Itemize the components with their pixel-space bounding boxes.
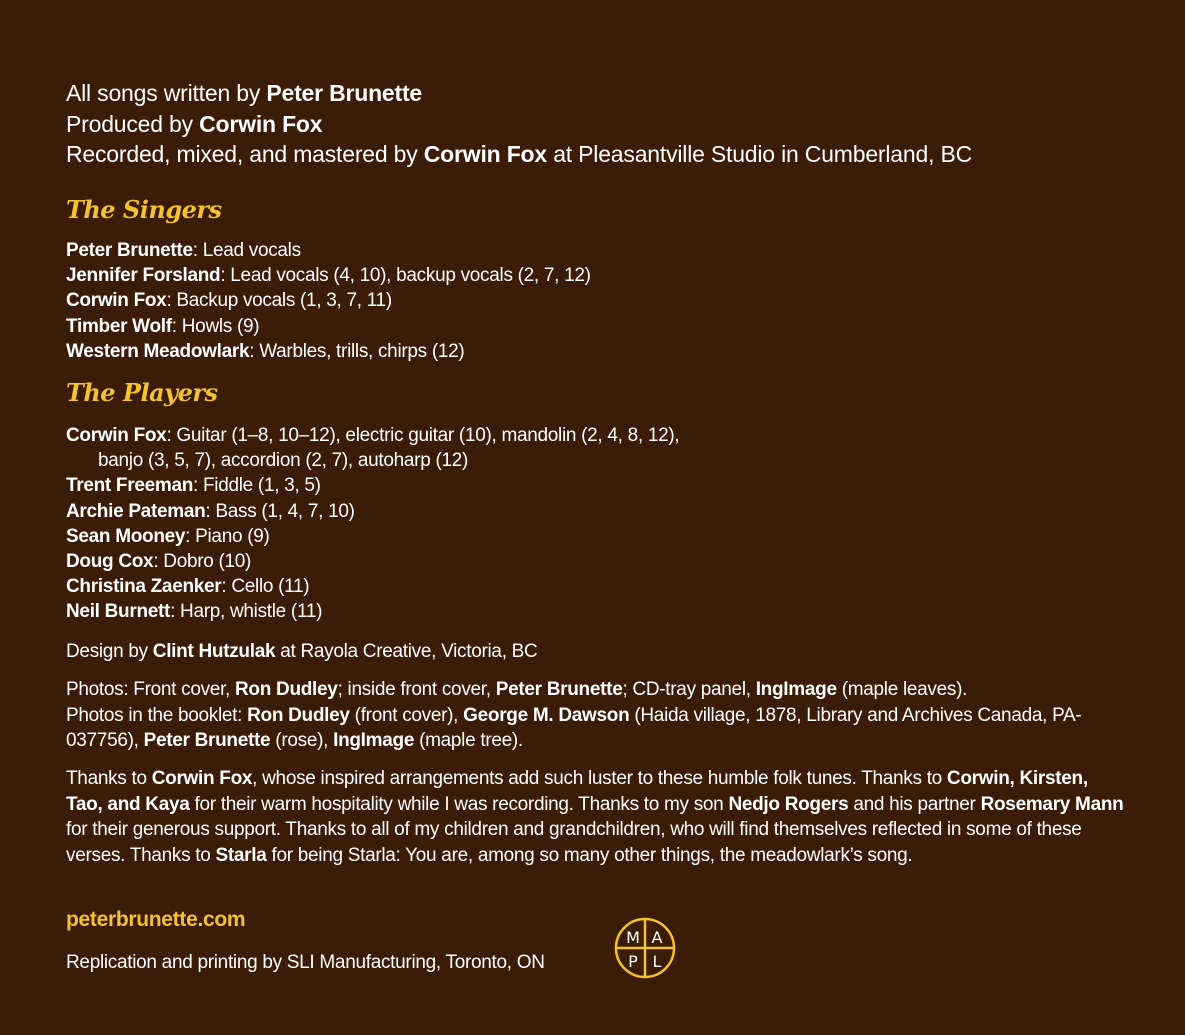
list-item: Western Meadowlark: Warbles, trills, chirps (12) bbox=[66, 340, 465, 362]
list-item: Jennifer Forsland: Lead vocals (4, 10), backup vocals (2, 7, 12) bbox=[66, 265, 591, 287]
photo-credits bbox=[66, 677, 1126, 754]
thanks-paragraph: Thanks to Corwin Fox, whose inspired arrangements add such luster to these humble folk tunes. Thanks to Corwin, Kirsten, Tao, and Kaya for their warm hospitality while I was recording. Thanks to my son Nedjo Rogers and his partner Rosemary Mann for their generous support. Thanks to all of my children and grandchildren, who will find themselves reflected in some of these verses. Thanks to Starla for being Starla: You are, among so many other things, the meadowlark’s song. bbox=[66, 768, 1124, 866]
mapl-letter-a: A bbox=[651, 928, 663, 947]
list-item: Trent Freeman: Fiddle (1, 3, 5) bbox=[66, 475, 321, 497]
mapl-logo bbox=[614, 917, 676, 979]
mapl-letter-m: M bbox=[626, 928, 640, 947]
list-item: Corwin Fox: Backup vocals (1, 3, 7, 11) bbox=[66, 290, 392, 312]
list-item: Timber Wolf: Howls (9) bbox=[66, 315, 260, 337]
list-item-continuation: banjo (3, 5, 7), accordion (2, 7), autoharp (12) bbox=[98, 450, 469, 472]
list-item: Archie Pateman: Bass (1, 4, 7, 10) bbox=[66, 500, 355, 522]
liner-notes bbox=[66, 78, 1126, 973]
mapl-letter-l: L bbox=[652, 952, 662, 971]
list-item: Christina Zaenker: Cello (11) bbox=[66, 576, 310, 598]
photo-credits-line-2: Photos in the booklet: Ron Dudley (front cover), George M. Dawson (Haida village, 1878, Library and Archives Canada, PA-037756), Peter Brunette (rose), IngImage (maple tree). bbox=[66, 704, 1082, 751]
website-link[interactable]: peterbrunette.com bbox=[66, 908, 246, 931]
list-item: Peter Brunette: Lead vocals bbox=[66, 240, 301, 261]
list-item: Sean Mooney: Piano (9) bbox=[66, 525, 270, 547]
credit-recorded-by: Recorded, mixed, and mastered by Corwin Fox at Pleasantville Studio in Cumberland, BC bbox=[66, 141, 972, 167]
mapl-icon bbox=[614, 917, 676, 979]
credit-produced-by: Produced by Corwin Fox bbox=[66, 110, 323, 137]
list-item: Neil Burnett: Harp, whistle (11) bbox=[66, 601, 323, 623]
players-list bbox=[66, 423, 679, 625]
mapl-letter-p: P bbox=[628, 952, 638, 971]
list-item: Corwin Fox: Guitar (1–8, 10–12), electric guitar (10), mandolin (2, 4, 8, 12), bbox=[66, 425, 680, 446]
credits-block bbox=[66, 78, 1126, 170]
list-item: Doug Cox: Dobro (10) bbox=[66, 551, 252, 573]
replication-credit: Replication and printing by SLI Manufacturing, Toronto, ON bbox=[66, 952, 545, 973]
photo-credits-line-1: Photos: Front cover, Ron Dudley; inside front cover, Peter Brunette; CD-tray panel, IngImage (maple leaves). bbox=[66, 679, 968, 700]
players-heading: The Players bbox=[66, 378, 218, 407]
design-credit: Design by Clint Hutzulak at Rayola Creative, Victoria, BC bbox=[66, 641, 538, 662]
credit-songs-written: All songs written by Peter Brunette bbox=[66, 80, 423, 106]
singers-heading: The Singers bbox=[66, 195, 222, 224]
singers-list bbox=[66, 238, 591, 364]
